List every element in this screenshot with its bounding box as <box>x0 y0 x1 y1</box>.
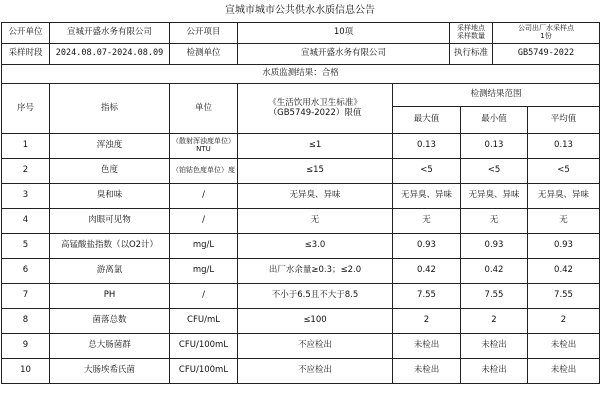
table-row <box>2 159 600 184</box>
result-line: 水质监测结果：合格 <box>2 65 600 84</box>
max-cell: 未检出 <box>393 334 461 359</box>
unit-cell: CFU/mL <box>170 309 238 334</box>
table-row <box>2 309 600 334</box>
results-table <box>1 83 600 384</box>
table-row <box>2 334 600 359</box>
indicator-cell: 大肠埃希氏菌 <box>50 359 170 384</box>
min-cell: 未检出 <box>461 334 528 359</box>
max-cell: 0.13 <box>393 134 461 159</box>
limit-cell: 不小于6.5且不大于8.5 <box>238 284 393 309</box>
items-value: 10项 <box>238 23 450 44</box>
unit-cell: （铂钴色度单位）度 <box>170 159 238 184</box>
max-cell: 7.55 <box>393 284 461 309</box>
avg-header: 平均值 <box>528 107 600 134</box>
min-cell: 2 <box>461 309 528 334</box>
info-row-1 <box>2 23 600 44</box>
seq-cell: 1 <box>2 134 50 159</box>
max-cell: <5 <box>393 159 461 184</box>
table-row <box>2 284 600 309</box>
unit-label: 公开单位 <box>2 23 50 44</box>
max-cell: 2 <box>393 309 461 334</box>
test-unit-label: 检测单位 <box>170 44 238 65</box>
unit-header: 单位 <box>170 84 238 134</box>
table-row <box>2 359 600 384</box>
indicator-cell: 菌落总数 <box>50 309 170 334</box>
min-cell: 无 <box>461 209 528 234</box>
unit-cell: / <box>170 209 238 234</box>
avg-cell: 0.42 <box>528 259 600 284</box>
limit-cell: ≤100 <box>238 309 393 334</box>
seq-header: 序号 <box>2 84 50 134</box>
max-cell: 0.93 <box>393 234 461 259</box>
avg-cell: 未检出 <box>528 334 600 359</box>
notice-title: 宣城市城市公共供水水质信息公告 <box>225 5 375 16</box>
limit-cell: 出厂水余量≥0.3；≤2.0 <box>238 259 393 284</box>
unit-cell: CFU/100mL <box>170 334 238 359</box>
indicator-cell: PH <box>50 284 170 309</box>
max-header: 最大值 <box>393 107 461 134</box>
test-unit-value: 宣城开盛水务有限公司 <box>238 44 450 65</box>
limit-cell: ≤15 <box>238 159 393 184</box>
min-cell: 0.42 <box>461 259 528 284</box>
items-label: 公开项目 <box>170 23 238 44</box>
unit-cell: mg/L <box>170 259 238 284</box>
max-cell: 无 <box>393 209 461 234</box>
avg-cell: 无异臭、异味 <box>528 184 600 209</box>
min-cell: 0.93 <box>461 234 528 259</box>
indicator-cell: 臭和味 <box>50 184 170 209</box>
seq-cell: 7 <box>2 284 50 309</box>
indicator-cell: 高锰酸盐指数（以O2计） <box>50 234 170 259</box>
indicator-cell: 游离氯 <box>50 259 170 284</box>
indicator-cell: 色度 <box>50 159 170 184</box>
seq-cell: 9 <box>2 334 50 359</box>
min-cell: 无异臭、异味 <box>461 184 528 209</box>
avg-cell: 无 <box>528 209 600 234</box>
seq-cell: 2 <box>2 159 50 184</box>
min-cell: 7.55 <box>461 284 528 309</box>
header-row-1 <box>2 84 600 107</box>
unit-cell: / <box>170 284 238 309</box>
avg-cell: 未检出 <box>528 359 600 384</box>
time-value: 2024.08.07-2024.08.09 <box>50 44 170 65</box>
indicator-header: 指标 <box>50 84 170 134</box>
seq-cell: 6 <box>2 259 50 284</box>
time-label: 采样时段 <box>2 44 50 65</box>
standard-value: GB5749-2022 <box>493 44 600 65</box>
limit-cell: ≤1 <box>238 134 393 159</box>
standard-label: 执行标准 <box>450 44 493 65</box>
seq-cell: 8 <box>2 309 50 334</box>
unit-cell: （散射浑浊度单位）NTU <box>170 134 238 159</box>
seq-cell: 4 <box>2 209 50 234</box>
limit-cell: 无异臭、异味 <box>238 184 393 209</box>
indicator-cell: 总大肠菌群 <box>50 334 170 359</box>
table-row <box>2 209 600 234</box>
avg-cell: 0.93 <box>528 234 600 259</box>
unit-cell: / <box>170 184 238 209</box>
max-cell: 无异臭、异味 <box>393 184 461 209</box>
seq-cell: 5 <box>2 234 50 259</box>
unit-cell: CFU/100mL <box>170 359 238 384</box>
limit-cell: 不应检出 <box>238 359 393 384</box>
min-header: 最小值 <box>461 107 528 134</box>
sites-value: 公司出厂水采样点 1份 <box>493 23 600 44</box>
notice-table <box>1 22 600 84</box>
table-row <box>2 184 600 209</box>
unit-cell: mg/L <box>170 234 238 259</box>
range-header: 检测结果范围 <box>393 84 600 107</box>
result-row <box>2 65 600 84</box>
table-row <box>2 134 600 159</box>
max-cell: 0.42 <box>393 259 461 284</box>
min-cell: 0.13 <box>461 134 528 159</box>
avg-cell: <5 <box>528 159 600 184</box>
min-cell: <5 <box>461 159 528 184</box>
avg-cell: 0.13 <box>528 134 600 159</box>
limit-cell: ≤3.0 <box>238 234 393 259</box>
limit-cell: 无 <box>238 209 393 234</box>
sites-label: 采样地点 采样数量 <box>450 23 493 44</box>
seq-cell: 3 <box>2 184 50 209</box>
unit-value: 宣城开盛水务有限公司 <box>50 23 170 44</box>
indicator-cell: 浑浊度 <box>50 134 170 159</box>
max-cell: 未检出 <box>393 359 461 384</box>
table-row <box>2 234 600 259</box>
indicator-cell: 肉眼可见物 <box>50 209 170 234</box>
avg-cell: 7.55 <box>528 284 600 309</box>
min-cell: 未检出 <box>461 359 528 384</box>
table-row <box>2 259 600 284</box>
seq-cell: 10 <box>2 359 50 384</box>
limit-cell: 不应检出 <box>238 334 393 359</box>
avg-cell: 2 <box>528 309 600 334</box>
limit-header: 《生活饮用水卫生标准》 （GB5749-2022）限值 <box>238 84 393 134</box>
info-row-2 <box>2 44 600 65</box>
